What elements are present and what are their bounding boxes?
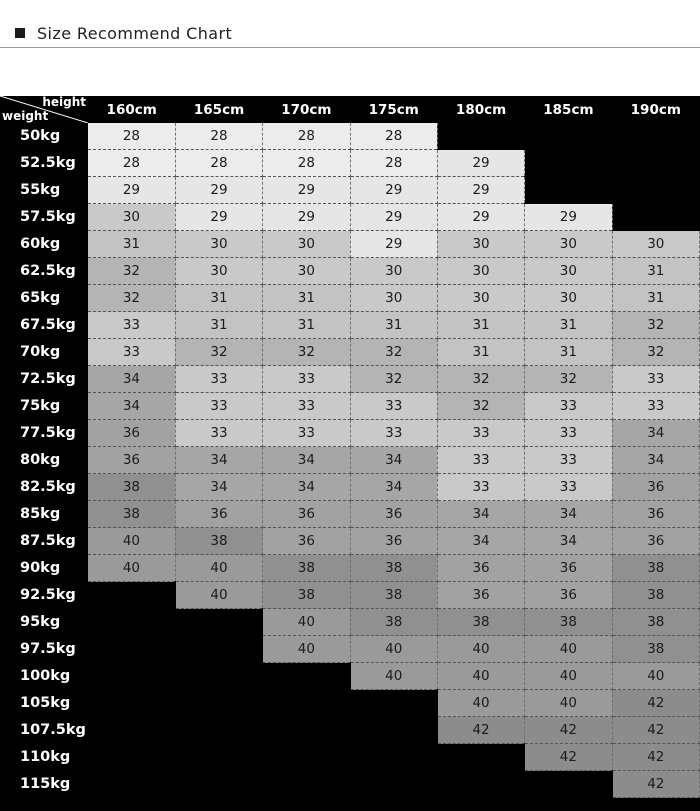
size-cell: 34 bbox=[350, 474, 437, 501]
size-cell: 38 bbox=[88, 501, 175, 528]
size-cell: 34 bbox=[612, 420, 699, 447]
size-cell: 42 bbox=[437, 717, 524, 744]
empty-cell bbox=[263, 690, 350, 717]
size-cell: 31 bbox=[437, 312, 524, 339]
table-row bbox=[0, 339, 700, 366]
size-cell: 30 bbox=[350, 285, 437, 312]
size-cell: 29 bbox=[88, 177, 175, 204]
size-cell: 40 bbox=[437, 663, 524, 690]
table-row bbox=[0, 420, 700, 447]
weight-label: 90kg bbox=[0, 555, 88, 582]
weight-label: 80kg bbox=[0, 447, 88, 474]
size-cell: 42 bbox=[612, 717, 699, 744]
size-cell: 33 bbox=[437, 474, 524, 501]
table-row bbox=[0, 555, 700, 582]
size-cell: 36 bbox=[263, 501, 350, 528]
empty-cell bbox=[437, 123, 524, 150]
size-cell: 38 bbox=[175, 528, 262, 555]
size-cell: 40 bbox=[175, 555, 262, 582]
size-cell: 42 bbox=[612, 744, 699, 771]
size-cell: 32 bbox=[437, 366, 524, 393]
size-cell: 38 bbox=[350, 609, 437, 636]
weight-label: 70kg bbox=[0, 339, 88, 366]
size-cell: 38 bbox=[350, 582, 437, 609]
height-header-160cm: 160cm bbox=[88, 96, 175, 123]
size-cell: 34 bbox=[175, 474, 262, 501]
empty-cell bbox=[525, 150, 612, 177]
corner-cell bbox=[0, 96, 88, 123]
size-cell: 32 bbox=[263, 339, 350, 366]
size-cell: 36 bbox=[437, 582, 524, 609]
chart-title-text: Size Recommend Chart bbox=[37, 23, 233, 43]
empty-cell bbox=[612, 204, 699, 231]
size-cell: 33 bbox=[437, 420, 524, 447]
size-cell: 30 bbox=[525, 285, 612, 312]
weight-label: 65kg bbox=[0, 285, 88, 312]
size-cell: 36 bbox=[263, 528, 350, 555]
size-cell: 31 bbox=[612, 285, 699, 312]
height-header-175cm: 175cm bbox=[350, 96, 437, 123]
height-header-row bbox=[0, 96, 700, 123]
size-cell: 30 bbox=[437, 258, 524, 285]
empty-cell bbox=[612, 177, 699, 204]
height-axis-label: height bbox=[42, 96, 86, 109]
size-cell: 38 bbox=[88, 474, 175, 501]
size-cell: 28 bbox=[263, 150, 350, 177]
height-header-190cm: 190cm bbox=[612, 96, 699, 123]
size-cell: 29 bbox=[350, 177, 437, 204]
size-cell: 29 bbox=[263, 177, 350, 204]
weight-label: 92.5kg bbox=[0, 582, 88, 609]
size-chart bbox=[0, 96, 700, 811]
size-cell: 36 bbox=[350, 528, 437, 555]
size-cell: 28 bbox=[175, 150, 262, 177]
weight-label: 107.5kg bbox=[0, 717, 88, 744]
size-cell: 40 bbox=[175, 582, 262, 609]
size-cell: 34 bbox=[525, 501, 612, 528]
size-cell: 30 bbox=[263, 231, 350, 258]
size-cell: 42 bbox=[525, 744, 612, 771]
size-cell: 38 bbox=[612, 609, 699, 636]
table-row bbox=[0, 177, 700, 204]
table-row bbox=[0, 474, 700, 501]
height-header-165cm: 165cm bbox=[175, 96, 262, 123]
chart-header bbox=[0, 0, 700, 48]
size-cell: 29 bbox=[175, 177, 262, 204]
size-cell: 32 bbox=[88, 258, 175, 285]
size-cell: 33 bbox=[525, 474, 612, 501]
weight-label: 82.5kg bbox=[0, 474, 88, 501]
size-cell: 40 bbox=[437, 636, 524, 663]
size-cell: 28 bbox=[88, 150, 175, 177]
height-header-180cm: 180cm bbox=[437, 96, 524, 123]
size-cell: 34 bbox=[263, 447, 350, 474]
empty-cell bbox=[263, 663, 350, 690]
size-cell: 42 bbox=[612, 690, 699, 717]
empty-cell bbox=[175, 717, 262, 744]
weight-label: 77.5kg bbox=[0, 420, 88, 447]
weight-label: 62.5kg bbox=[0, 258, 88, 285]
size-cell: 33 bbox=[525, 420, 612, 447]
weight-label: 110kg bbox=[0, 744, 88, 771]
size-cell: 38 bbox=[525, 609, 612, 636]
empty-cell bbox=[525, 771, 612, 798]
size-cell: 36 bbox=[612, 528, 699, 555]
size-cell: 36 bbox=[350, 501, 437, 528]
empty-cell bbox=[175, 744, 262, 771]
size-cell: 31 bbox=[350, 312, 437, 339]
size-cell: 40 bbox=[263, 636, 350, 663]
size-cell: 40 bbox=[88, 528, 175, 555]
size-cell: 32 bbox=[612, 312, 699, 339]
weight-label: 87.5kg bbox=[0, 528, 88, 555]
size-cell: 34 bbox=[175, 447, 262, 474]
size-cell: 33 bbox=[263, 393, 350, 420]
size-cell: 31 bbox=[612, 258, 699, 285]
size-cell: 30 bbox=[525, 231, 612, 258]
table-row bbox=[0, 771, 700, 798]
size-cell: 40 bbox=[525, 690, 612, 717]
size-cell: 38 bbox=[612, 636, 699, 663]
weight-label: 75kg bbox=[0, 393, 88, 420]
size-cell: 40 bbox=[350, 636, 437, 663]
size-cell: 30 bbox=[175, 231, 262, 258]
size-cell: 34 bbox=[263, 474, 350, 501]
size-cell: 38 bbox=[612, 555, 699, 582]
weight-label: 67.5kg bbox=[0, 312, 88, 339]
size-cell: 34 bbox=[437, 528, 524, 555]
empty-cell bbox=[263, 717, 350, 744]
size-cell: 32 bbox=[612, 339, 699, 366]
size-cell: 33 bbox=[525, 447, 612, 474]
title-divider bbox=[0, 47, 700, 48]
size-cell: 30 bbox=[88, 204, 175, 231]
empty-cell bbox=[437, 744, 524, 771]
empty-cell bbox=[88, 771, 175, 798]
table-row bbox=[0, 744, 700, 771]
weight-label: 57.5kg bbox=[0, 204, 88, 231]
size-cell: 40 bbox=[263, 609, 350, 636]
size-cell: 33 bbox=[612, 366, 699, 393]
size-cell: 33 bbox=[175, 420, 262, 447]
size-cell: 34 bbox=[525, 528, 612, 555]
weight-label: 52.5kg bbox=[0, 150, 88, 177]
size-cell: 31 bbox=[88, 231, 175, 258]
size-cell: 34 bbox=[88, 366, 175, 393]
size-cell: 38 bbox=[350, 555, 437, 582]
size-cell: 31 bbox=[175, 312, 262, 339]
size-cell: 42 bbox=[525, 717, 612, 744]
size-cell: 28 bbox=[88, 123, 175, 150]
size-cell: 33 bbox=[525, 393, 612, 420]
empty-cell bbox=[350, 771, 437, 798]
height-header-170cm: 170cm bbox=[263, 96, 350, 123]
size-cell: 40 bbox=[437, 690, 524, 717]
size-cell: 32 bbox=[175, 339, 262, 366]
size-cell: 33 bbox=[175, 366, 262, 393]
empty-cell bbox=[263, 744, 350, 771]
size-cell: 40 bbox=[350, 663, 437, 690]
size-cell: 33 bbox=[88, 312, 175, 339]
size-cell: 33 bbox=[88, 339, 175, 366]
table-row bbox=[0, 663, 700, 690]
table-row bbox=[0, 393, 700, 420]
weight-label: 85kg bbox=[0, 501, 88, 528]
empty-cell bbox=[88, 663, 175, 690]
size-cell: 38 bbox=[263, 555, 350, 582]
size-cell: 38 bbox=[437, 609, 524, 636]
size-cell: 36 bbox=[437, 555, 524, 582]
size-cell: 34 bbox=[350, 447, 437, 474]
empty-cell bbox=[612, 123, 699, 150]
size-cell: 31 bbox=[437, 339, 524, 366]
weight-axis-label: weight bbox=[2, 109, 49, 123]
square-bullet-icon bbox=[15, 28, 25, 38]
size-cell: 38 bbox=[612, 582, 699, 609]
table-row bbox=[0, 258, 700, 285]
empty-cell bbox=[175, 690, 262, 717]
size-cell: 31 bbox=[525, 339, 612, 366]
size-cell: 33 bbox=[612, 393, 699, 420]
size-cell: 32 bbox=[437, 393, 524, 420]
table-row bbox=[0, 366, 700, 393]
weight-label: 50kg bbox=[0, 123, 88, 150]
size-cell: 29 bbox=[437, 177, 524, 204]
table-row bbox=[0, 150, 700, 177]
size-cell: 28 bbox=[350, 150, 437, 177]
size-cell: 29 bbox=[263, 204, 350, 231]
weight-label: 95kg bbox=[0, 609, 88, 636]
empty-cell bbox=[88, 717, 175, 744]
empty-cell bbox=[525, 123, 612, 150]
size-cell: 30 bbox=[525, 258, 612, 285]
table-row bbox=[0, 717, 700, 744]
weight-label: 55kg bbox=[0, 177, 88, 204]
empty-cell bbox=[88, 636, 175, 663]
weight-label: 105kg bbox=[0, 690, 88, 717]
size-cell: 29 bbox=[175, 204, 262, 231]
size-cell: 32 bbox=[88, 285, 175, 312]
size-cell: 36 bbox=[525, 555, 612, 582]
empty-cell bbox=[88, 609, 175, 636]
size-cell: 29 bbox=[437, 150, 524, 177]
weight-label: 72.5kg bbox=[0, 366, 88, 393]
size-cell: 31 bbox=[175, 285, 262, 312]
size-cell: 32 bbox=[350, 366, 437, 393]
empty-cell bbox=[263, 771, 350, 798]
size-cell: 31 bbox=[263, 285, 350, 312]
size-cell: 34 bbox=[88, 393, 175, 420]
size-cell: 30 bbox=[175, 258, 262, 285]
size-table bbox=[0, 96, 700, 798]
size-cell: 33 bbox=[175, 393, 262, 420]
size-cell: 29 bbox=[350, 231, 437, 258]
size-cell: 36 bbox=[88, 420, 175, 447]
table-row bbox=[0, 609, 700, 636]
size-cell: 36 bbox=[612, 501, 699, 528]
size-cell: 33 bbox=[437, 447, 524, 474]
size-cell: 30 bbox=[263, 258, 350, 285]
weight-label: 97.5kg bbox=[0, 636, 88, 663]
size-cell: 36 bbox=[175, 501, 262, 528]
size-cell: 32 bbox=[525, 366, 612, 393]
table-row bbox=[0, 582, 700, 609]
weight-label: 100kg bbox=[0, 663, 88, 690]
weight-label: 115kg bbox=[0, 771, 88, 798]
size-cell: 31 bbox=[525, 312, 612, 339]
empty-cell bbox=[175, 771, 262, 798]
table-row bbox=[0, 204, 700, 231]
empty-cell bbox=[175, 636, 262, 663]
size-cell: 29 bbox=[437, 204, 524, 231]
table-row bbox=[0, 231, 700, 258]
size-cell: 30 bbox=[612, 231, 699, 258]
table-row bbox=[0, 690, 700, 717]
table-row bbox=[0, 447, 700, 474]
size-cell: 36 bbox=[612, 474, 699, 501]
table-row bbox=[0, 285, 700, 312]
chart-title bbox=[15, 22, 232, 44]
size-cell: 28 bbox=[175, 123, 262, 150]
table-row bbox=[0, 123, 700, 150]
empty-cell bbox=[175, 663, 262, 690]
empty-cell bbox=[612, 150, 699, 177]
weight-label: 60kg bbox=[0, 231, 88, 258]
size-cell: 28 bbox=[350, 123, 437, 150]
empty-cell bbox=[437, 771, 524, 798]
empty-cell bbox=[88, 582, 175, 609]
empty-cell bbox=[88, 744, 175, 771]
table-row bbox=[0, 501, 700, 528]
size-cell: 33 bbox=[350, 393, 437, 420]
size-cell: 33 bbox=[263, 420, 350, 447]
size-cell: 33 bbox=[350, 420, 437, 447]
size-cell: 30 bbox=[437, 231, 524, 258]
empty-cell bbox=[88, 690, 175, 717]
size-cell: 32 bbox=[350, 339, 437, 366]
size-cell: 40 bbox=[525, 636, 612, 663]
height-header-185cm: 185cm bbox=[525, 96, 612, 123]
size-cell: 34 bbox=[612, 447, 699, 474]
empty-cell bbox=[350, 744, 437, 771]
size-cell: 40 bbox=[612, 663, 699, 690]
table-row bbox=[0, 636, 700, 663]
size-cell: 38 bbox=[263, 582, 350, 609]
size-cell: 30 bbox=[437, 285, 524, 312]
size-cell: 36 bbox=[88, 447, 175, 474]
empty-cell bbox=[350, 717, 437, 744]
size-cell: 40 bbox=[525, 663, 612, 690]
size-cell: 28 bbox=[263, 123, 350, 150]
size-cell: 34 bbox=[437, 501, 524, 528]
size-cell: 31 bbox=[263, 312, 350, 339]
size-cell: 33 bbox=[263, 366, 350, 393]
empty-cell bbox=[350, 690, 437, 717]
size-cell: 36 bbox=[525, 582, 612, 609]
empty-cell bbox=[175, 609, 262, 636]
size-cell: 40 bbox=[88, 555, 175, 582]
size-cell: 29 bbox=[350, 204, 437, 231]
size-cell: 29 bbox=[525, 204, 612, 231]
table-row bbox=[0, 528, 700, 555]
size-cell: 42 bbox=[612, 771, 699, 798]
empty-cell bbox=[525, 177, 612, 204]
table-row bbox=[0, 312, 700, 339]
size-cell: 30 bbox=[350, 258, 437, 285]
